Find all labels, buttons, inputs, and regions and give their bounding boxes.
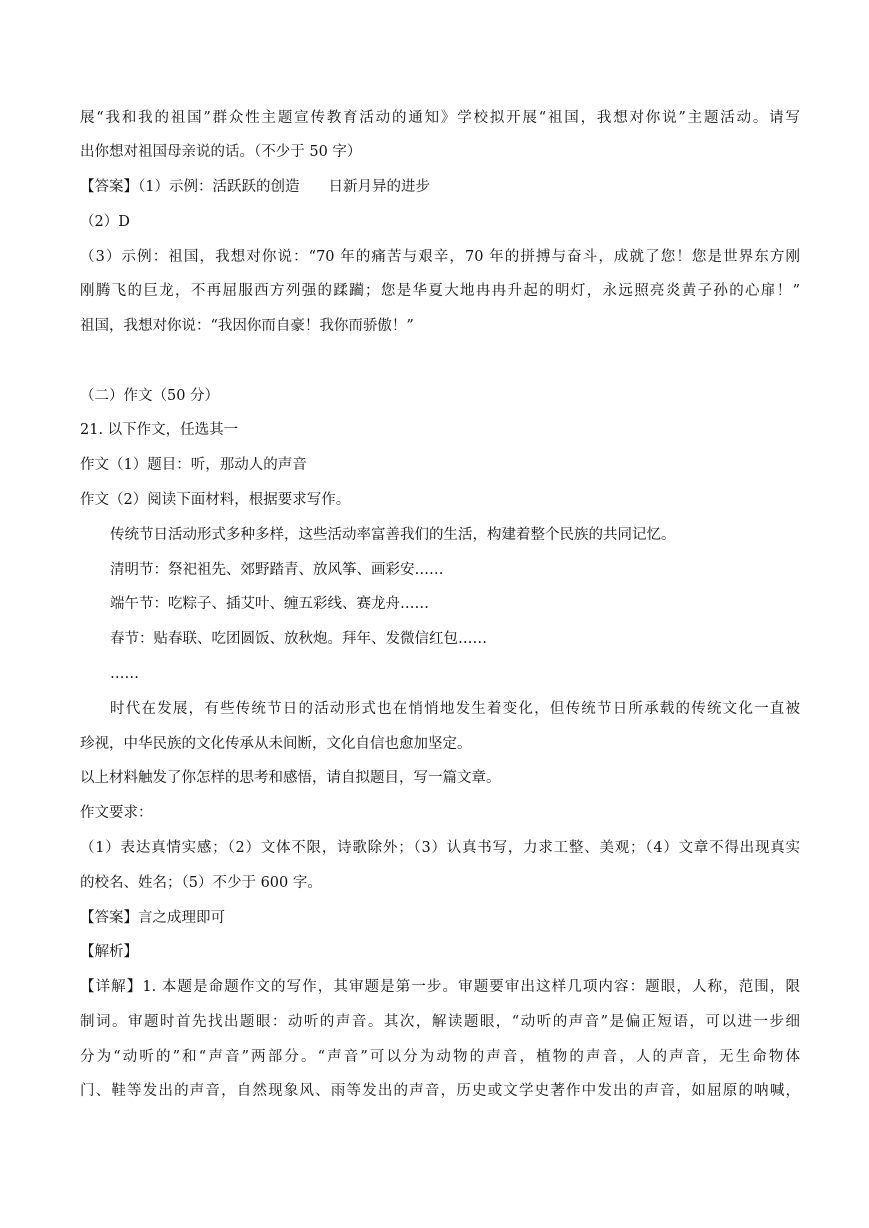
text-line: 以上材料触发了你怎样的思考和感悟，请自拟题目，写一篇文章。 [80,770,501,786]
material-line: 时代在发展，有些传统节日的活动形式也在悄悄地发生着变化，但传统节日所承载的传统文化一直被 [110,701,800,717]
material-line: 清明节：祭祀祖先、郊野踏青、放风筝、画彩安…… [110,562,444,578]
analysis-heading: 【解析】 [80,944,138,960]
material-line: 珍视，中华民族的文化传承从未间断，文化自信也愈加坚定。 [80,736,472,752]
text-line: 制词。审题时首先找出题眼：动听的声音。其次，解读题眼，“动听的声音”是偏正短语，可以进一步细 [80,1014,800,1030]
section-heading: （二）作文（50 分） [80,388,220,404]
material-line: 传统节日活动形式多种多样，这些活动率富善我们的生活，构建着整个民族的共同记忆。 [110,527,676,543]
question-line: 21. 以下作文，任选其一 [80,422,239,438]
text-line: 作文要求： [80,805,153,821]
text-line: 作文（2）阅读下面材料，根据要求写作。 [80,492,351,508]
text-line: （1）表达真情实感；（2）文体不限，诗歌除外；（3）认真书写，力求工整、美观；（4）文章不得出现真实 [80,840,800,856]
material-line: …… [110,666,139,682]
text-line: 的校名、姓名；（5）不少于 600 字。 [80,875,322,891]
text-line: 【详解】1. 本题是命题作文的写作，其审题是第一步。审题要审出这样几项内容：题眼，人称，范围，限 [80,979,800,995]
text-line: 分为“动听的”和“声音”两部分。“声音”可以分为动物的声音，植物的声音，人的声音，无生命物体 [80,1049,800,1065]
material-line: 端午节：吃粽子、插艾叶、缠五彩线、赛龙舟…… [110,596,429,612]
answer-line: 【答案】言之成理即可 [80,910,225,926]
text-line: （3）示例：祖国，我想对你说：“70 年的痛苦与艰辛，70 年的拼搏与奋斗，成就了您！您是世界东方刚 [80,249,800,265]
text-line: 出你想对祖国母亲说的话。（不少于 50 字） [80,144,362,160]
text-line: （2）D [80,214,130,230]
text-line: 展“我和我的祖国”群众性主题宣传教育活动的通知》学校拟开展“祖国，我想对你说”主题活动。请写 [80,110,800,126]
text-line: 门、鞋等发出的声音，自然现象风、雨等发出的声音，历史或文学史著作中发出的声音，如屈原的呐喊， [80,1083,800,1099]
answer-line: 【答案】（1）示例：活跃跃的创造 日新月异的进步 [80,179,430,195]
material-line: 春节：贴春联、吃团圆饭、放秋炮。拜年、发微信红包…… [110,631,487,647]
text-line: 刚腾飞的巨龙，不再屈服西方列强的蹂躏；您是华夏大地冉冉升起的明灯，永远照亮炎黄子孙的心扉！” [80,283,800,299]
text-line: 祖国，我想对你说：“我因你而自豪！我你而骄傲！” [80,318,414,334]
text-line: 作文（1）题目：听，那动人的声音 [80,457,307,473]
